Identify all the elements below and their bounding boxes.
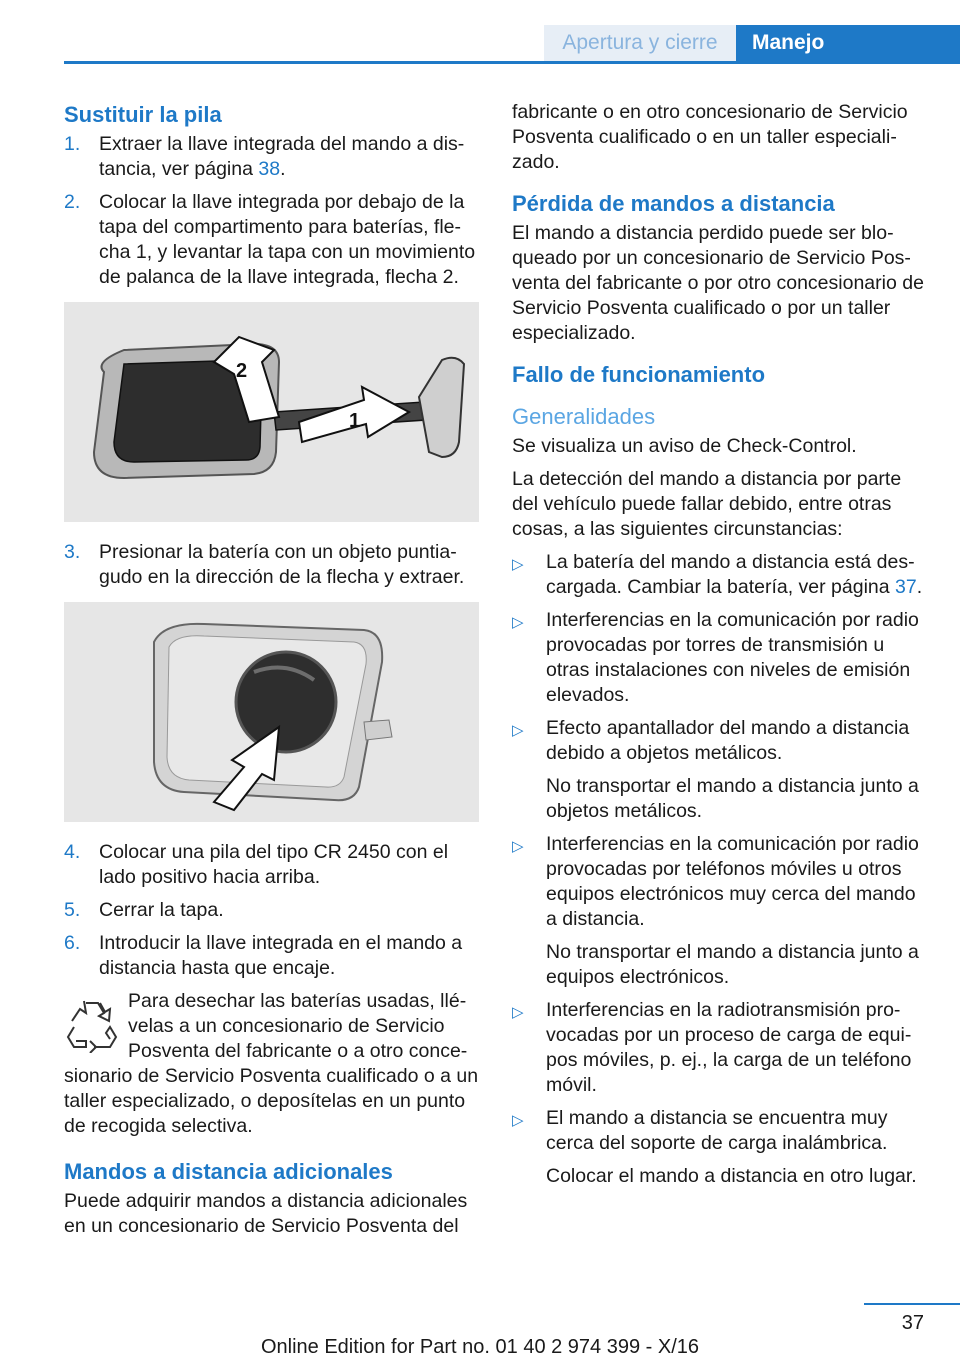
bullet-item: ▷ Interferencias en la radiotransmisión pro-vocadas por un proceso de carga de equi-pos móviles, p. ej., la carga de un teléfono móvil. [512, 999, 912, 1096]
recycling-text-continued: sionario de Servicio Posventa cualificado o a un taller especializado, o deposítelas en un punto de recogida selectiva. [64, 1065, 479, 1137]
additional-remotes-text-continued: fabricante o en otro concesionario de Servicio Posventa cualificado o en un taller especiali-zado. [512, 101, 908, 173]
subsection-heading-general: Generalidades [512, 404, 656, 429]
header-section-tab: Apertura y cierre [544, 25, 736, 61]
recycle-icon [64, 997, 120, 1053]
step-text: Presionar la batería con un objeto puntia-gudo en la dirección de la flecha y extraer. [99, 541, 465, 588]
step-number: 3. [64, 541, 81, 563]
triangle-bullet-icon: ▷ [512, 1004, 524, 1021]
bullet-subtext: Colocar el mando a distancia en otro lugar. [546, 1165, 917, 1187]
step-1: 1. Extraer la llave integrada del mando a dis-tancia, ver página 38. [64, 133, 465, 180]
left-column [64, 100, 479, 1247]
bullet-subtext: No transportar el mando a distancia junto a equipos electrónicos. [546, 941, 919, 988]
step-number: 6. [64, 932, 81, 954]
page-link[interactable]: 37 [895, 576, 917, 598]
key-fob-opening-figure [64, 302, 479, 522]
steps-list-a [64, 132, 479, 290]
step-5 [64, 898, 479, 923]
bullet-item: ▷ La batería del mando a distancia está des-cargada. Cambiar la batería, ver página 37. [512, 551, 923, 598]
triangle-bullet-icon: ▷ [512, 722, 524, 739]
recycling-note [64, 989, 479, 1064]
step-text: Extraer la llave integrada del mando a dis-tancia, ver página [99, 133, 465, 180]
battery-removal-illustration [64, 602, 479, 822]
step-6 [64, 931, 479, 981]
step-4 [64, 840, 479, 890]
arrow-1-label: 1 [349, 410, 361, 432]
header-chapter-tab: Manejo [736, 25, 960, 61]
header-rule [64, 61, 960, 64]
step-text: Cerrar la tapa. [99, 899, 224, 921]
bullet-item: ▷ Interferencias en la comunicación por radio provocadas por teléfonos móviles u otros equipos electrónicos muy cerca del mando a distancia. [512, 833, 919, 930]
right-column [512, 100, 930, 1197]
arrow-2-label: 2 [236, 360, 248, 382]
step-text: Colocar la llave integrada por debajo de la tapa del compartimento para baterías, fle-cha 1, y levantar la tapa con un movimiento de palanca de la llave integrada, flecha 2. [99, 191, 476, 288]
triangle-bullet-icon: ▷ [512, 838, 524, 855]
step-text: Colocar una pila del tipo CR 2450 con el lado positivo hacia arriba. [99, 841, 449, 888]
additional-remotes-text: Puede adquirir mandos a distancia adicionales en un concesionario de Servicio Posventa del [64, 1190, 468, 1237]
section-heading-battery: Sustituir la pila [64, 102, 222, 127]
step-number: 4. [64, 841, 81, 863]
page-link[interactable]: 38 [258, 158, 281, 180]
section-heading-malfunction: Fallo de funcionamiento [512, 362, 766, 387]
bullet-item: ▷ El mando a distancia se encuentra muy cerca del soporte de carga inalámbrica. [512, 1107, 888, 1154]
footer-rule [864, 1303, 960, 1305]
step-2 [64, 190, 479, 290]
bullet-subtext: No transportar el mando a distancia junto a objetos metálicos. [546, 775, 919, 822]
detection-text: La detección del mando a distancia por parte del vehículo puede fallar debido, entre otras cosas, a las siguientes circunstancias: [512, 468, 902, 540]
step-number: 1. [64, 133, 81, 155]
step-number: 5. [64, 899, 81, 921]
battery-press-figure [64, 602, 479, 822]
step-number: 2. [64, 191, 81, 213]
check-control-text: Se visualiza un aviso de Check-Control. [512, 435, 857, 457]
section-heading-additional-remotes: Mandos a distancia adicionales [64, 1159, 393, 1184]
recycling-text: Para desechar las baterías usadas, llé-velas a un concesionario de Servicio Posventa del fabricante o a otro conce- [128, 990, 468, 1062]
bullet-item: ▷ Efecto apantallador del mando a distancia debido a objetos metálicos. [512, 717, 910, 764]
steps-list-3 [64, 540, 479, 590]
step-3 [64, 540, 479, 590]
key-cover-illustration [64, 302, 479, 522]
edition-footer: Online Edition for Part no. 01 40 2 974 399 - X/16 [260, 1336, 700, 1358]
triangle-bullet-icon: ▷ [512, 556, 524, 573]
lost-remotes-text: El mando a distancia perdido puede ser blo-queado por un concesionario de Servicio Pos-venta del fabricante o por otro concesionario de Servicio Posventa cualificado o por un taller especializado. [512, 222, 924, 344]
steps-list-b [64, 840, 479, 981]
page-number: 37 [901, 1312, 924, 1334]
triangle-bullet-icon: ▷ [512, 1112, 524, 1129]
section-heading-lost-remotes: Pérdida de mandos a distancia [512, 191, 835, 216]
triangle-bullet-icon: ▷ [512, 614, 524, 631]
step-text: Introducir la llave integrada en el mando a distancia hasta que encaje. [99, 932, 463, 979]
bullet-item: ▷ Interferencias en la comunicación por radio provocadas por torres de transmisión u otras instalaciones con niveles de emisión elevados. [512, 609, 919, 706]
